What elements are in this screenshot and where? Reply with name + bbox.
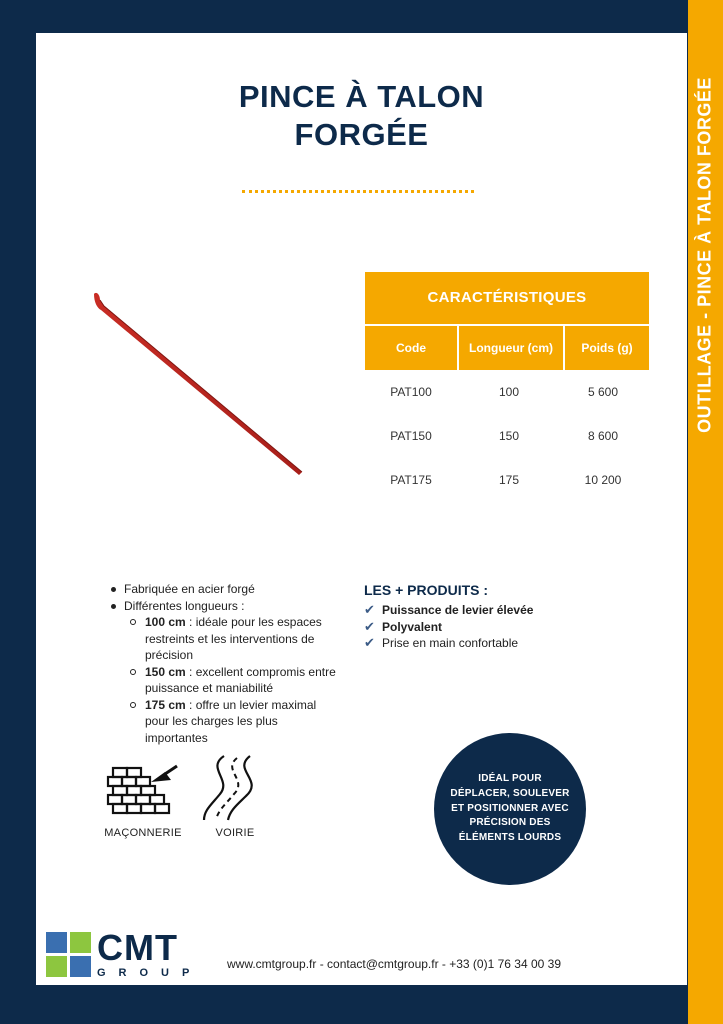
spec-header-row: [365, 326, 649, 370]
dotted-divider: [242, 186, 474, 193]
feature-list: [106, 581, 336, 746]
length-desc: : excellent compromis entre puissance et maniabilité: [145, 664, 336, 695]
logo-sub: GROUP: [97, 967, 203, 979]
advantage-item: [364, 619, 604, 636]
list-item: [106, 614, 336, 664]
cell-code: PAT175: [390, 473, 432, 487]
list-item: Différentes longueurs :: [106, 598, 336, 615]
masonry-icon: [105, 764, 181, 822]
length-desc: : idéale pour les espaces restreints et les interventions de précision: [145, 615, 322, 662]
check-icon: ✔: [364, 618, 375, 634]
cell-code: PAT100: [390, 385, 432, 399]
usage-label: MAÇONNERIE: [104, 827, 182, 839]
product-advantages: [364, 582, 604, 652]
usage-masonry: [100, 764, 186, 839]
length-desc: : offre un levier maximal pour les charges les plus importantes: [145, 697, 317, 745]
logo-mark: [46, 932, 91, 977]
list-item: [106, 664, 336, 697]
advantage-text: Prise en main confortable: [382, 636, 519, 650]
page-title: [200, 78, 523, 154]
table-row: [365, 370, 649, 414]
advantage-text: Polyvalent: [382, 619, 443, 634]
callout-text: IDÉAL POUR DÉPLACER, SOULEVER ET POSITIONNER AVEC PRÉCISION DES ÉLÉMENTS LOURDS: [450, 773, 570, 844]
advantage-item: [364, 602, 604, 619]
list-item: Fabriquée en acier forgé: [106, 581, 336, 598]
advantage-item: [364, 635, 604, 652]
spec-heading: CARACTÉRISTIQUES: [365, 272, 649, 324]
col-length: Longueur (cm): [457, 326, 563, 370]
usage-label: VOIRIE: [215, 827, 255, 839]
col-code: Code: [365, 326, 457, 370]
cell-code: PAT150: [390, 429, 432, 443]
cell-weight: 5 600: [587, 385, 619, 399]
length-value: 175 cm: [145, 697, 186, 712]
footer-contact: www.cmtgroup.fr - contact@cmtgroup.fr - +33 (0)1 76 34 00 39: [227, 957, 561, 971]
length-value: 150 cm: [145, 664, 186, 679]
check-icon: ✔: [364, 602, 375, 617]
logo-name: CMT: [97, 927, 178, 968]
advantage-text: Puissance de levier élevée: [382, 603, 534, 617]
crowbar-image: [88, 288, 308, 478]
table-row: [365, 458, 649, 502]
cell-length: 100: [498, 385, 520, 399]
callout-circle: [434, 733, 586, 885]
usage-road: [200, 754, 270, 839]
title-line-1: PINCE À TALON: [238, 79, 485, 114]
cell-length: 175: [498, 473, 520, 487]
table-row: [365, 414, 649, 458]
cell-weight: 10 200: [584, 473, 622, 487]
spec-table: [365, 272, 649, 502]
page-sheet: [36, 33, 687, 985]
list-item: [106, 697, 336, 747]
side-label: OUTILLAGE - PINCE À TALON FORGÉE: [694, 77, 715, 433]
title-line-2: FORGÉE: [294, 117, 429, 152]
advantages-title: LES + PRODUITS :: [364, 582, 489, 598]
col-weight: Poids (g): [563, 326, 649, 370]
check-icon: ✔: [364, 635, 375, 650]
cmt-logo: [46, 927, 203, 979]
cell-length: 150: [498, 429, 520, 443]
road-icon: [202, 754, 268, 822]
length-value: 100 cm: [145, 615, 186, 629]
cell-weight: 8 600: [587, 429, 619, 443]
